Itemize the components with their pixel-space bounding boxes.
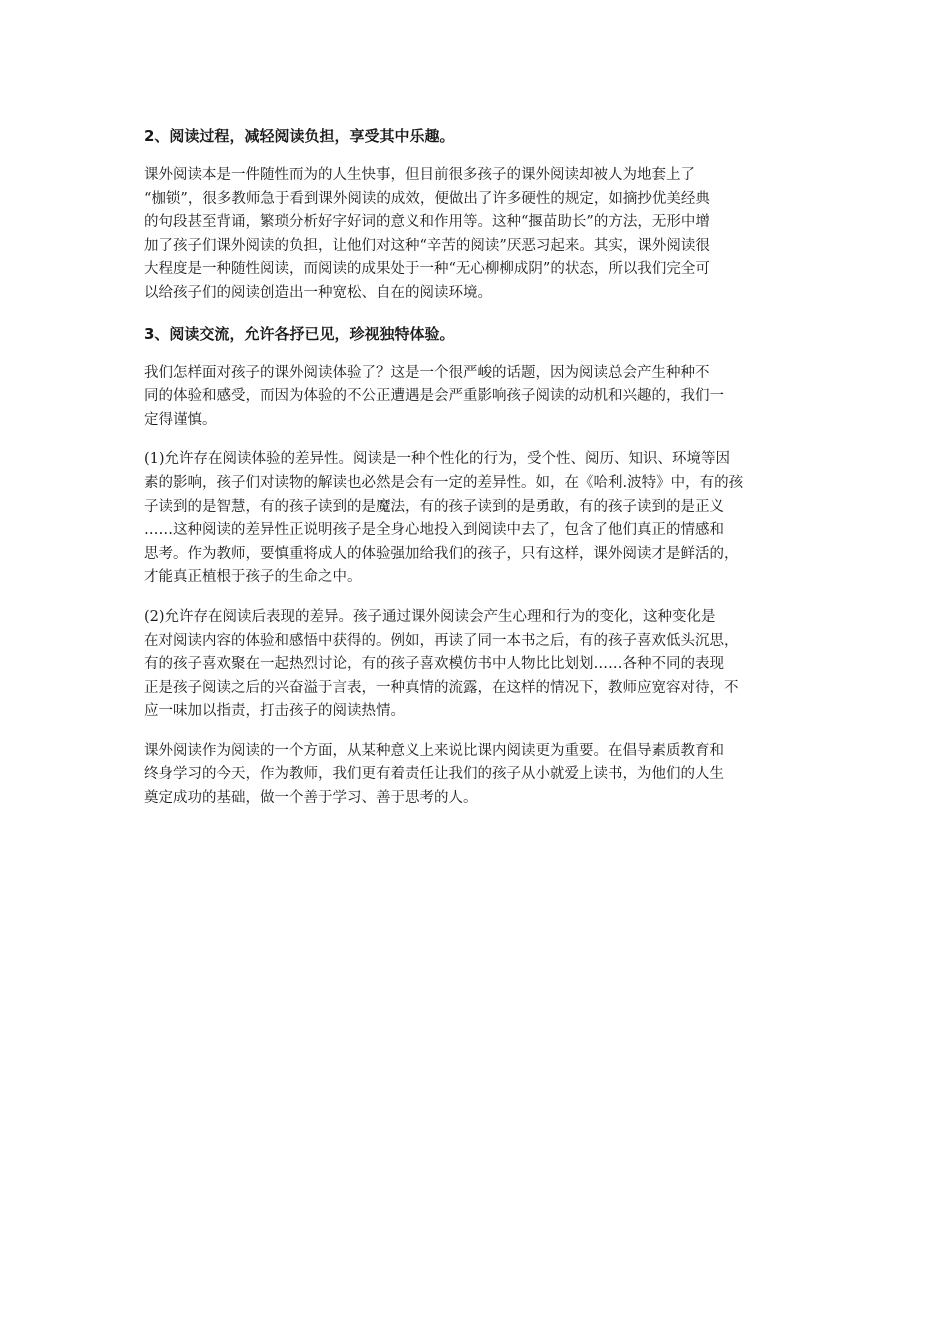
text-line: 以给孩子们的阅读创造出一种宽松、自在的阅读环境。 [144,284,492,301]
document-page [144,124,808,827]
text-line: 终身学习的今天，作为教师，我们更有着责任让我们的孩子从小就爱上读书，为他们的人生 [144,766,724,783]
section-heading-3: 3、阅读交流，允许各抒已见，珍视独特体验。 [144,324,455,343]
text-line: 应一味加以指责，打击孩子的阅读热情。 [144,703,405,720]
text-line: “枷锁”，很多教师急于看到课外阅读的成效，便做出了许多硬性的规定，如摘抄优美经典 [144,190,710,207]
text-line: 大程度是一种随性阅读，而阅读的成果处于一种“无心柳柳成阴”的状态，所以我们完全可 [144,261,710,278]
text-line: ……这种阅读的差异性正说明孩子是全身心地投入到阅读中去了，包含了他们真正的情感和 [144,522,724,539]
text-line: 课外阅读本是一件随性而为的人生快事，但目前很多孩子的课外阅读却被人为地套上了 [144,167,695,183]
paragraph-point-1 [144,448,808,590]
text-line: 有的孩子喜欢聚在一起热烈讨论，有的孩子喜欢模仿书中人物比比划划……各种不同的表现 [144,656,724,673]
paragraph-reading-experience [144,362,808,433]
text-line: 思考。作为教师，要慎重将成人的体验强加给我们的孩子，只有这样，课外阅读才是鲜活的， [144,545,739,562]
paragraph-reading-process [144,164,808,306]
section-heading-2: 2、阅读过程，减轻阅读负担，享受其中乐趣。 [144,127,455,145]
text-line: 奠定成功的基础，做一个善于学习、善于思考的人。 [144,790,478,807]
paragraph-point-2 [144,606,808,724]
text-line: 在对阅读内容的体验和感悟中获得的。例如，再读了同一本书之后，有的孩子喜欢低头沉思， [144,632,739,649]
text-line: 同的体验和感受，而因为体验的不公正遭遇是会严重影响孩子阅读的动机和兴趣的，我们一 [144,388,724,405]
text-line: 课外阅读作为阅读的一个方面，从某种意义上来说比课内阅读更为重要。在倡导素质教育和 [144,742,724,759]
text-line: (2)允许存在阅读后表现的差异。孩子通过课外阅读会产生心理和行为的变化，这种变化是 [144,608,716,625]
text-line: 加了孩子们课外阅读的负担，让他们对这种“辛苦的阅读”厌恶习起来。其实，课外阅读很 [144,237,710,254]
text-line: 才能真正植根于孩子的生命之中。 [144,569,362,586]
text-line: 素的影响，孩子们对读物的解读也必然是会有一定的差异性。如，在《哈利.波特》中，有的孩 [144,474,744,491]
text-line: 定得谨慎。 [144,411,217,428]
text-line: (1)允许存在阅读体验的差异性。阅读是一种个性化的行为，受个性、阅历、知识、环境等因 [144,451,731,468]
text-line: 正是孩子阅读之后的兴奋溢于言表，一种真情的流露，在这样的情况下，教师应宽容对待，不 [144,679,739,696]
paragraph-conclusion [144,740,808,811]
text-line: 我们怎样面对孩子的课外阅读体验了？这是一个很严峻的话题，因为阅读总会产生种种不 [144,364,710,381]
text-line: 子读到的是智慧，有的孩子读到的是魔法，有的孩子读到的是勇敢，有的孩子读到的是正义 [144,498,724,515]
text-line: 的句段甚至背诵，繁琐分析好字好词的意义和作用等。这种“揠苗助长”的方法，无形中增 [144,214,710,231]
